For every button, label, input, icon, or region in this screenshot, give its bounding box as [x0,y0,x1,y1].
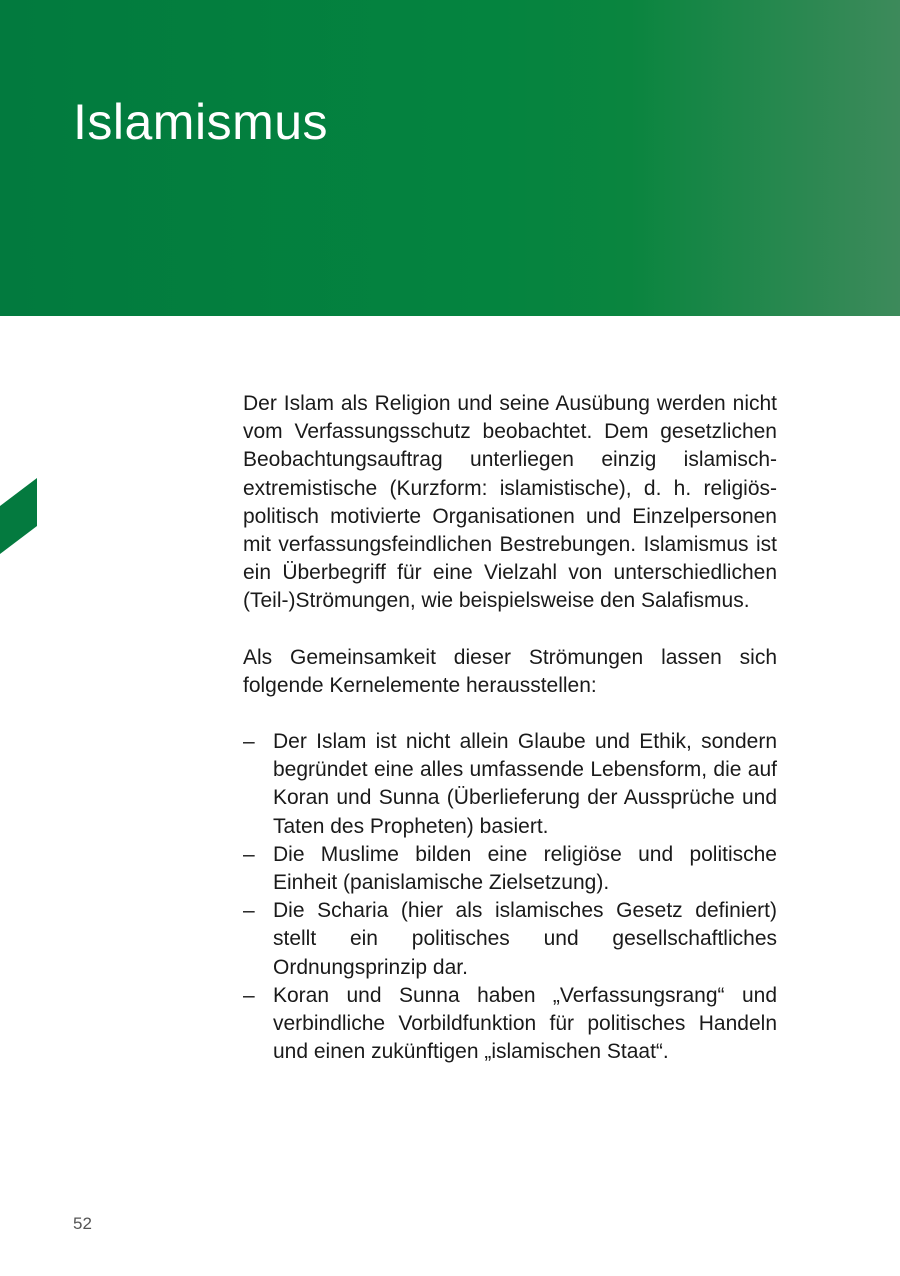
dash-marker: – [243,983,255,1007]
intro-paragraph: Der Islam als Religion und seine Ausübung werden nicht vom Verfassungsschutz beobachtet. Dem gesetzlichen Beobachtungsauftrag unterliegen einzig islamisch-extremistische (Kurzform: islamistische), d. h. religiös-politisch motivierte Organisationen und Einzelpersonen mit verfassungsfeindlichen Bestrebungen. Islamismus ist ein Überbegriff für eine Vielzahl von unterschiedlichen (Teil-)Strömungen, wie beispielsweise den Salafismus. [243,392,777,613]
header-band [0,0,900,316]
list-item [243,841,777,897]
body-text [243,390,777,1066]
lead-in-paragraph: Als Gemeinsamkeit dieser Strömungen lassen sich folgende Kernelemente herausstellen: [243,645,777,697]
dash-marker: – [243,730,255,754]
page-title: Islamismus [73,94,329,150]
section-marker-polygon [0,478,37,554]
section-marker-shape [0,478,37,554]
list-item-text: Koran und Sunna haben „Verfassungsrang“ und verbindliche Vorbildfunktion für politisches Handeln und einen zukünftigen „islamischen Staat“. [273,983,777,1064]
list-item-text: Die Muslime bilden eine religiöse und politische Einheit (panislamische Zielsetzung). [273,842,777,895]
list-item-text: Die Scharia (hier als islamisches Gesetz definiert) stellt ein politisches und gesellschaftliches Ordnungsprinzip dar. [273,899,777,979]
page-number: 52 [73,1214,92,1233]
list-item [243,728,777,841]
list-item-text: Der Islam ist nicht allein Glaube und Ethik, sondern begründet eine alles umfassende Lebensform, die auf Koran und Sunna (Überlieferung der Aussprüche und Taten des Propheten) basiert. [273,730,777,838]
list-item [243,897,777,982]
core-elements-list [243,728,777,1066]
list-item [243,982,777,1067]
dash-marker: – [243,899,255,923]
dash-marker: – [243,842,255,866]
